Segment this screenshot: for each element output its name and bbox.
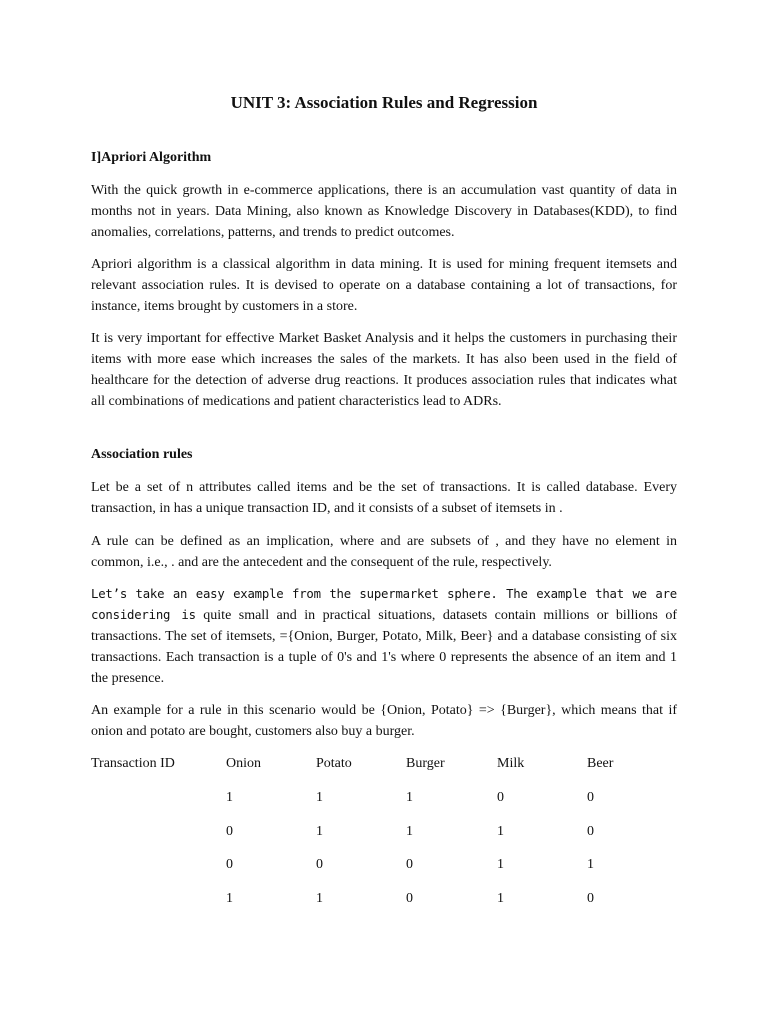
table-cell: 0 bbox=[587, 790, 594, 805]
table-row bbox=[91, 824, 691, 844]
table-header-cell: Potato bbox=[316, 756, 352, 771]
paragraph-items-transactions: Let be a set of n attributes called items and be the set of transactions. It is called database. Every transaction, in has a unique transaction ID, and it consists of a subset of itemsets in . bbox=[91, 480, 677, 516]
paragraph-market-basket: It is very important for effective Market Basket Analysis and it helps the customers in purchasing their items with more ease which increases the sales of the markets. It has also been used in the field of healthcare for the detection of adverse drug reactions. It produces association rules that indicates what all combinations of medications and patient characteristics lead to ADRs. bbox=[91, 331, 677, 409]
table-cell: 0 bbox=[406, 857, 413, 872]
paragraph-intro: With the quick growth in e-commerce applications, there is an accumulation vast quantity of data in months not in years. Data Mining, also known as Knowledge Discovery in Databases(KDD), to find anomalies, correlations, patterns, and trends to predict outcomes. bbox=[91, 183, 677, 240]
table-row bbox=[91, 790, 691, 810]
table-cell: 0 bbox=[587, 824, 594, 839]
table-cell: 1 bbox=[497, 857, 504, 872]
table-cell: 0 bbox=[497, 790, 504, 805]
table-cell: 0 bbox=[226, 857, 233, 872]
table-cell: 1 bbox=[406, 790, 413, 805]
table-row bbox=[91, 857, 691, 877]
table-cell: 1 bbox=[316, 824, 323, 839]
table-cell: 0 bbox=[316, 857, 323, 872]
section-heading-apriori: I]Apriori Algorithm bbox=[91, 150, 212, 165]
table-cell: 0 bbox=[587, 891, 594, 906]
table-cell: 1 bbox=[226, 790, 233, 805]
table-cell: 1 bbox=[316, 790, 323, 805]
table-header-cell: Burger bbox=[406, 756, 445, 771]
table-row bbox=[91, 891, 691, 911]
paragraph-supermarket-example bbox=[91, 584, 677, 689]
table-cell: 1 bbox=[587, 857, 594, 872]
table-header-cell: Transaction ID bbox=[91, 756, 175, 771]
table-cell: 1 bbox=[316, 891, 323, 906]
paragraph-supermarket-lead: Let’s take an easy example from the supermarket sphere. The example that we are considering is bbox=[91, 587, 677, 622]
paragraph-supermarket-rest: quite small and in practical situations, datasets contain millions or billions of transactions. The set of itemsets, ={Onion, Burger, Potato, Milk, Beer} and a database consisting of six transactions. Each transaction is a tuple of 0's and 1's where 0 represents the absence of an item and 1 the presence. bbox=[91, 608, 677, 686]
table-header-row bbox=[91, 756, 691, 776]
paragraph-rule-example: An example for a rule in this scenario would be {Onion, Potato} => {Burger}, which means that if onion and potato are bought, customers also buy a burger. bbox=[91, 703, 677, 739]
table-header-cell: Beer bbox=[587, 756, 614, 771]
table-cell: 1 bbox=[497, 824, 504, 839]
table-header-cell: Milk bbox=[497, 756, 525, 771]
table-cell: 1 bbox=[226, 891, 233, 906]
table-cell: 0 bbox=[226, 824, 233, 839]
table-cell: 1 bbox=[406, 824, 413, 839]
document-title: UNIT 3: Association Rules and Regression bbox=[230, 93, 538, 112]
section-heading-association-rules: Association rules bbox=[91, 447, 193, 462]
table-cell: 1 bbox=[497, 891, 504, 906]
table-cell: 0 bbox=[406, 891, 413, 906]
table-header-cell: Onion bbox=[226, 756, 261, 771]
paragraph-apriori-definition: Apriori algorithm is a classical algorithm in data mining. It is used for mining frequent itemsets and relevant association rules. It is devised to operate on a database containing a lot of transactions, for instance, items brought by customers in a store. bbox=[91, 257, 677, 314]
paragraph-rule-definition: A rule can be defined as an implication, where and are subsets of , and they have no element in common, i.e., . and are the antecedent and the consequent of the rule, respectively. bbox=[91, 534, 677, 570]
